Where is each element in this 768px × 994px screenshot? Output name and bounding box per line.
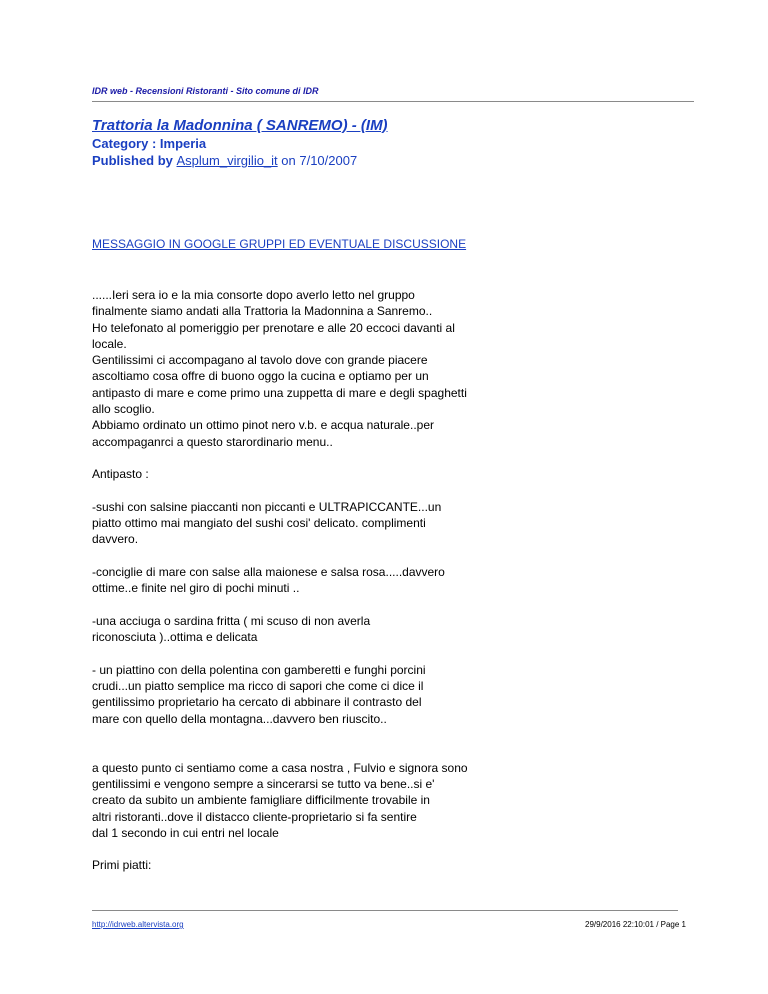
author-link[interactable]: Asplum_virgilio_it [176, 153, 278, 168]
text-line: crudi...un piatto semplice ma ricco di sapori che come ci dice il [92, 679, 424, 694]
text-line: Ho telefonato al pomeriggio per prenotare e alle 20 eccoci davanti al [92, 320, 455, 335]
page-header [92, 85, 694, 102]
menu-item-conchiglie [92, 564, 612, 597]
text-line: locale. [92, 336, 127, 351]
text-line: creato da subito un ambiente famigliare difficilmente trovabile in [92, 793, 430, 808]
text-line: accompaganrci a questo starordinario menu.. [92, 434, 333, 449]
antipasto-heading: Antipasto : [92, 467, 149, 482]
text-line: - un piattino con della polentina con gamberetti e funghi porcini [92, 662, 426, 677]
text-line: gentilissimo proprietario ha cercato di abbinare il contrasto del [92, 695, 422, 710]
published-prefix: Published by [92, 153, 177, 168]
text-line: ascoltiamo cosa offre di buono oggo la cucina e optiamo per un [92, 369, 429, 384]
text-line: -sushi con salsine piaccanti non piccanti e ULTRAPICCANTE...un [92, 499, 442, 514]
published-date: on 7/10/2007 [277, 153, 358, 168]
text-line: altri ristoranti..dove il distacco cliente-proprietario si fa sentire [92, 809, 417, 824]
text-line: ......Ieri sera io e la mia consorte dopo averlo letto nel gruppo [92, 288, 415, 302]
text-line: piatto ottimo mai mangiato del sushi cosi' delicato. complimenti [92, 516, 426, 531]
discussion-link[interactable]: MESSAGGIO IN GOOGLE GRUPPI ED EVENTUALE DISCUSSIONE [92, 237, 467, 251]
text-line: riconosciuta )..ottima e delicata [92, 630, 258, 645]
text-line: finalmente siamo andati alla Trattoria la Madonnina a Sanremo.. [92, 304, 433, 319]
text-line: a questo punto ci sentiamo come a casa nostra , Fulvio e signora sono [92, 760, 468, 775]
article-title-link[interactable]: Trattoria la Madonnina ( SANREMO) - (IM) [92, 117, 388, 134]
category-label: Category : Imperia [92, 136, 207, 151]
site-title: IDR web - Recensioni Ristoranti - Sito comune di IDR [92, 86, 319, 96]
text-line: davvero. [92, 532, 139, 547]
text-line: gentilissimi e vengono sempre a sincerarsi se tutto va bene..si e' [92, 776, 435, 791]
menu-item-acciuga [92, 613, 612, 646]
text-line: antipasto di mare e come primo una zuppetta di mare e degli spaghetti [92, 385, 467, 400]
text-line: -conciglie di mare con salse alla maionese e salsa rosa.....davvero [92, 565, 445, 580]
primi-heading: Primi piatti: [92, 858, 152, 873]
footer-timestamp: 29/9/2016 22:10:01 / Page 1 [585, 920, 686, 929]
footer-url-link[interactable]: http://idrweb.altervista.org [92, 920, 184, 929]
published-line [92, 152, 694, 169]
text-line: allo scoglio. [92, 402, 155, 417]
page-footer [92, 910, 686, 933]
text-line: dal 1 secondo in cui entri nel locale [92, 825, 279, 840]
menu-item-sushi [92, 499, 612, 548]
article-body [92, 287, 612, 874]
text-line: Gentilissimi ci accompagano al tavolo dove con grande piacere [92, 353, 428, 368]
text-line: Abbiamo ordinato un ottimo pinot nero v.b. e acqua naturale..per [92, 418, 434, 433]
intro-paragraph [92, 287, 612, 450]
text-line: ottime..e finite nel giro di pochi minuti .. [92, 581, 300, 596]
article-header [92, 117, 694, 169]
menu-item-polentina [92, 662, 612, 727]
text-line: -una acciuga o sardina fritta ( mi scuso di non averla [92, 613, 371, 628]
text-line: mare con quello della montagna...davvero ben riuscito.. [92, 711, 387, 726]
ambience-paragraph [92, 760, 612, 841]
